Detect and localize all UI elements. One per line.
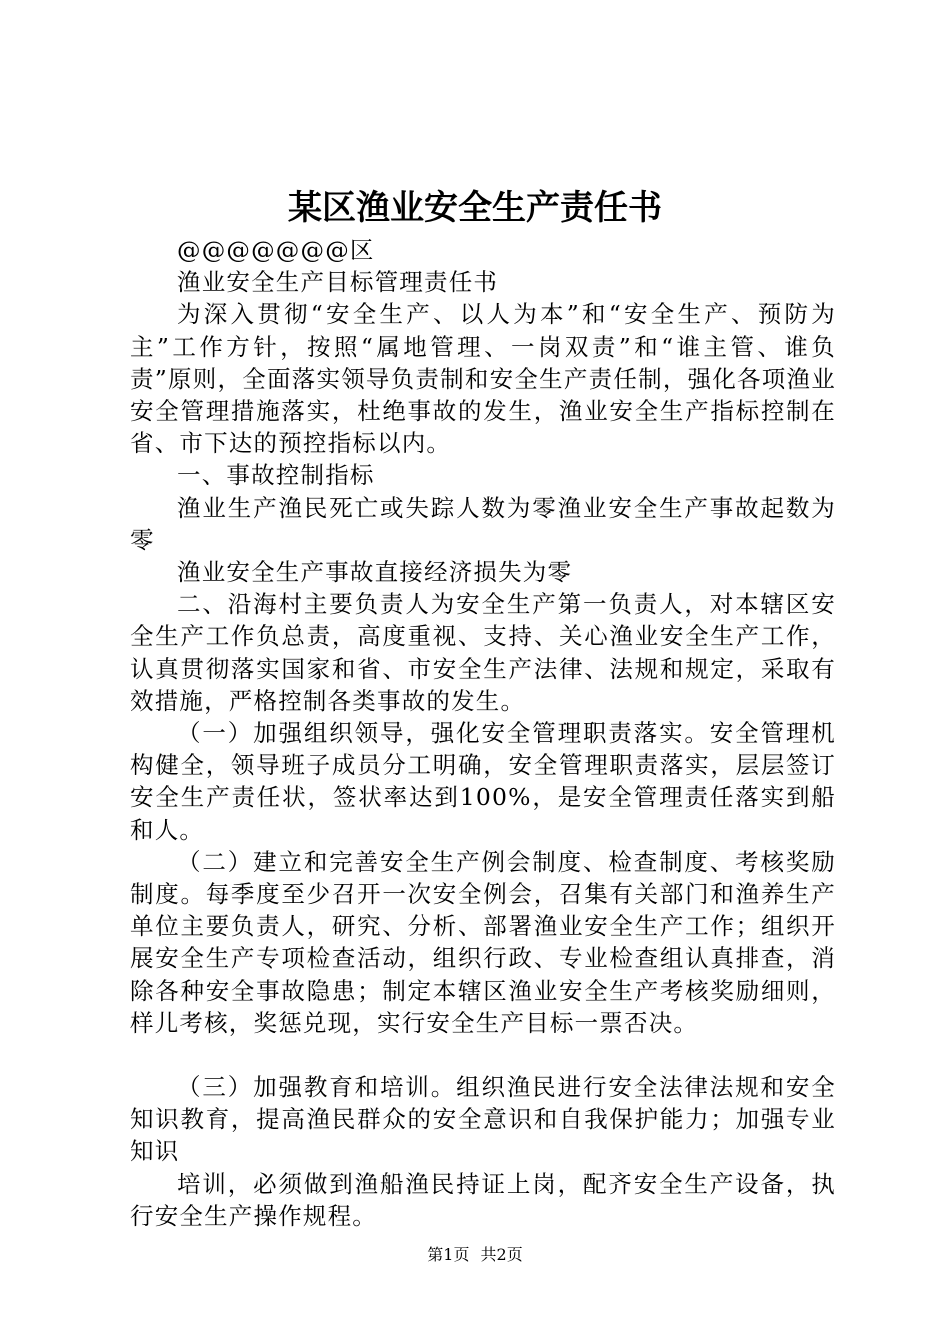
page-number: 第1页 <box>427 1245 470 1264</box>
intro-paragraph: 为深入贯彻“安全生产、以人为本”和“安全生产、预防为主”工作方针，按照“属地管理、一岗双责”和“谁主管、谁负责”原则，全面落实领导负责制和安全生产责任制，强化各项渔业安全管理措施落实，杜绝事故的发生，渔业安全生产指标控制在省、市下达的预控指标以内。 <box>130 300 836 458</box>
section-heading-1: 一、事故控制指标 <box>177 461 375 490</box>
blank-line <box>130 1039 836 1071</box>
section-paragraph-2: 二、沿海村主要负责人为安全生产第一负责人，对本辖区安全生产工作负总责，高度重视、支持、关心渔业安全生产工作，认真贯彻落实国家和省、市安全生产法律、法规和规定，采取有效措施，严格控制各类事故的发生。 <box>130 590 836 715</box>
page-footer <box>0 1244 950 1266</box>
subsection-paragraph-2: （二）建立和完善安全生产例会制度、检查制度、考核奖励制度。每季度至少召开一次安全例会，召集有关部门和渔养生产单位主要负责人，研究、分析、部署渔业安全生产工作；组织开展安全生产专项检查活动，组织行政、专业检查组认真排查，消除各种安全事故隐患；制定本辖区渔业安全生产考核奖励细则，样儿考核，奖惩兑现，实行安全生产目标一票否决。 <box>130 847 836 1037</box>
addressee-line: @@@@@@@区 <box>177 236 375 264</box>
page-total: 共2页 <box>480 1245 523 1264</box>
subsection-paragraph-1: （一）加强组织领导，强化安全管理职责落实。安全管理机构健全，领导班子成员分工明确，安全管理职责落实，层层签订安全生产责任状，签状率达到100%，是安全管理责任落实到船和人。 <box>130 719 836 844</box>
document-title: 某区渔业安全生产责任书 <box>288 188 662 228</box>
training-paragraph: 培训，必须做到渔船渔民持证上岗，配齐安全生产设备，执行安全生产操作规程。 <box>130 1169 836 1230</box>
indicator-paragraph-2: 渔业安全生产事故直接经济损失为零 <box>177 558 573 587</box>
indicator-paragraph-1: 渔业生产渔民死亡或失踪人数为零渔业安全生产事故起数为零 <box>130 493 836 554</box>
subtitle-line: 渔业安全生产目标管理责任书 <box>177 268 499 297</box>
document-body <box>130 234 836 1232</box>
subsection-paragraph-3: （三）加强教育和培训。组织渔民进行安全法律法规和安全知识教育，提高渔民群众的安全意识和自我保护能力；加强专业知识 <box>130 1073 836 1166</box>
